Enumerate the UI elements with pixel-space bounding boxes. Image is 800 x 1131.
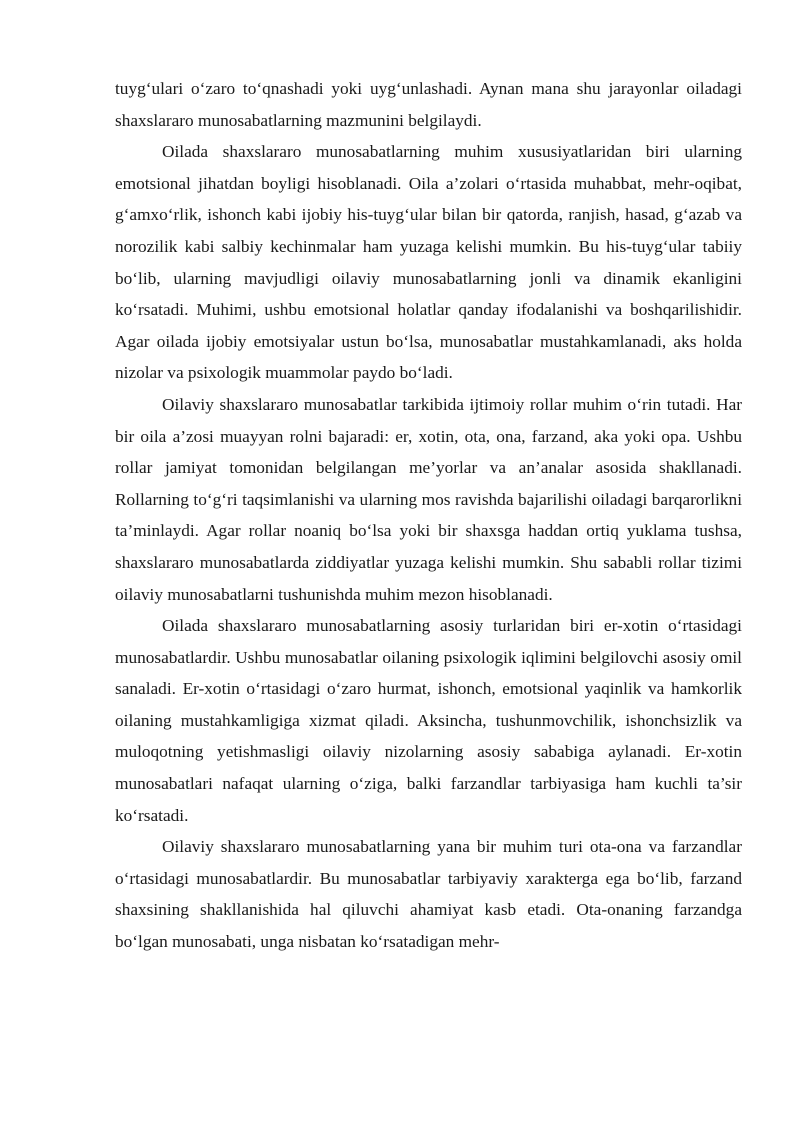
- paragraph-emotional-richness: Oilada shaxslararo munosabatlarning muhim xususiyatlaridan biri ularning emotsional jihatdan boyligi hisoblanadi. Oila a’zolari o‘rtasida muhabbat, mehr-oqibat, g‘amxo‘rlik, ishonch kabi ijobiy his-tuyg‘ular bilan bir qatorda, ranjish, hasad, g‘azab va norozilik kabi salbiy kechinmalar ham yuzaga kelishi mumkin. Bu his-tuyg‘ular tabiiy bo‘lib, ularning mavjudligi oilaviy munosabatlarning jonli va dinamik ekanligini ko‘rsatadi. Muhimi, ushbu emotsional holatlar qanday ifodalanishi va boshqarilishidir. Agar oilada ijobiy emotsiyalar ustun bo‘lsa, munosabatlar mustahkamlanadi, aks holda nizolar va psixologik muammolar paydo bo‘ladi.: [115, 142, 742, 383]
- paragraph-spousal-relations: Oilada shaxslararo munosabatlarning asosiy turlaridan biri er-xotin o‘rtasidagi munosabatlardir. Ushbu munosabatlar oilaning psixologik iqlimini belgilovchi asosiy omil sanaladi. Er-xotin o‘rtasidagi o‘zaro hurmat, ishonch, emotsional yaqinlik va hamkorlik oilaning mustahkamligiga xizmat qiladi. Aksincha, tushunmovchilik, ishonchsizlik va muloqotning yetishmasligi oilaviy nizolarning asosiy sababiga aylanadi. Er-xotin munosabatlari nafaqat ularning o‘ziga, balki farzandlar tarbiyasiga ham kuchli ta’sir ko‘rsatadi.: [115, 616, 742, 825]
- paragraph-parent-child-relations: Oilaviy shaxslararo munosabatlarning yana bir muhim turi ota-ona va farzandlar o‘rtasidagi munosabatlardir. Bu munosabatlar tarbiyaviy xarakterga ega bo‘lib, farzand shaxsining shakllanishida hal qiluvchi ahamiyat kasb etadi. Ota-onaning farzandga bo‘lgan munosabati, unga nisbatan ko‘rsatadigan mehr-: [115, 837, 742, 952]
- paragraph-continuation: tuyg‘ulari o‘zaro to‘qnashadi yoki uyg‘unlashadi. Aynan mana shu jarayonlar oiladagi shaxslararo munosabatlarning mazmunini belgilaydi.: [115, 79, 742, 130]
- paragraph-social-roles: Oilaviy shaxslararo munosabatlar tarkibida ijtimoiy rollar muhim o‘rin tutadi. Har bir oila a’zosi muayyan rolni bajaradi: er, xotin, ota, ona, farzand, aka yoki opa. Ushbu rollar jamiyat tomonidan belgilangan me’yorlar va an’analar asosida shakllanadi. Rollarning to‘g‘ri taqsimlanishi va ularning mos ravishda bajarilishi oiladagi barqarorlikni ta’minlaydi. Agar rollar noaniq bo‘lsa yoki bir shaxsga haddan ortiq yuklama tushsa, shaxslararo munosabatlarda ziddiyatlar yuzaga kelishi mumkin. Shu sababli rollar tizimi oilaviy munosabatlarni tushunishda muhim mezon hisoblanadi.: [115, 394, 742, 604]
- body-text: [115, 73, 742, 958]
